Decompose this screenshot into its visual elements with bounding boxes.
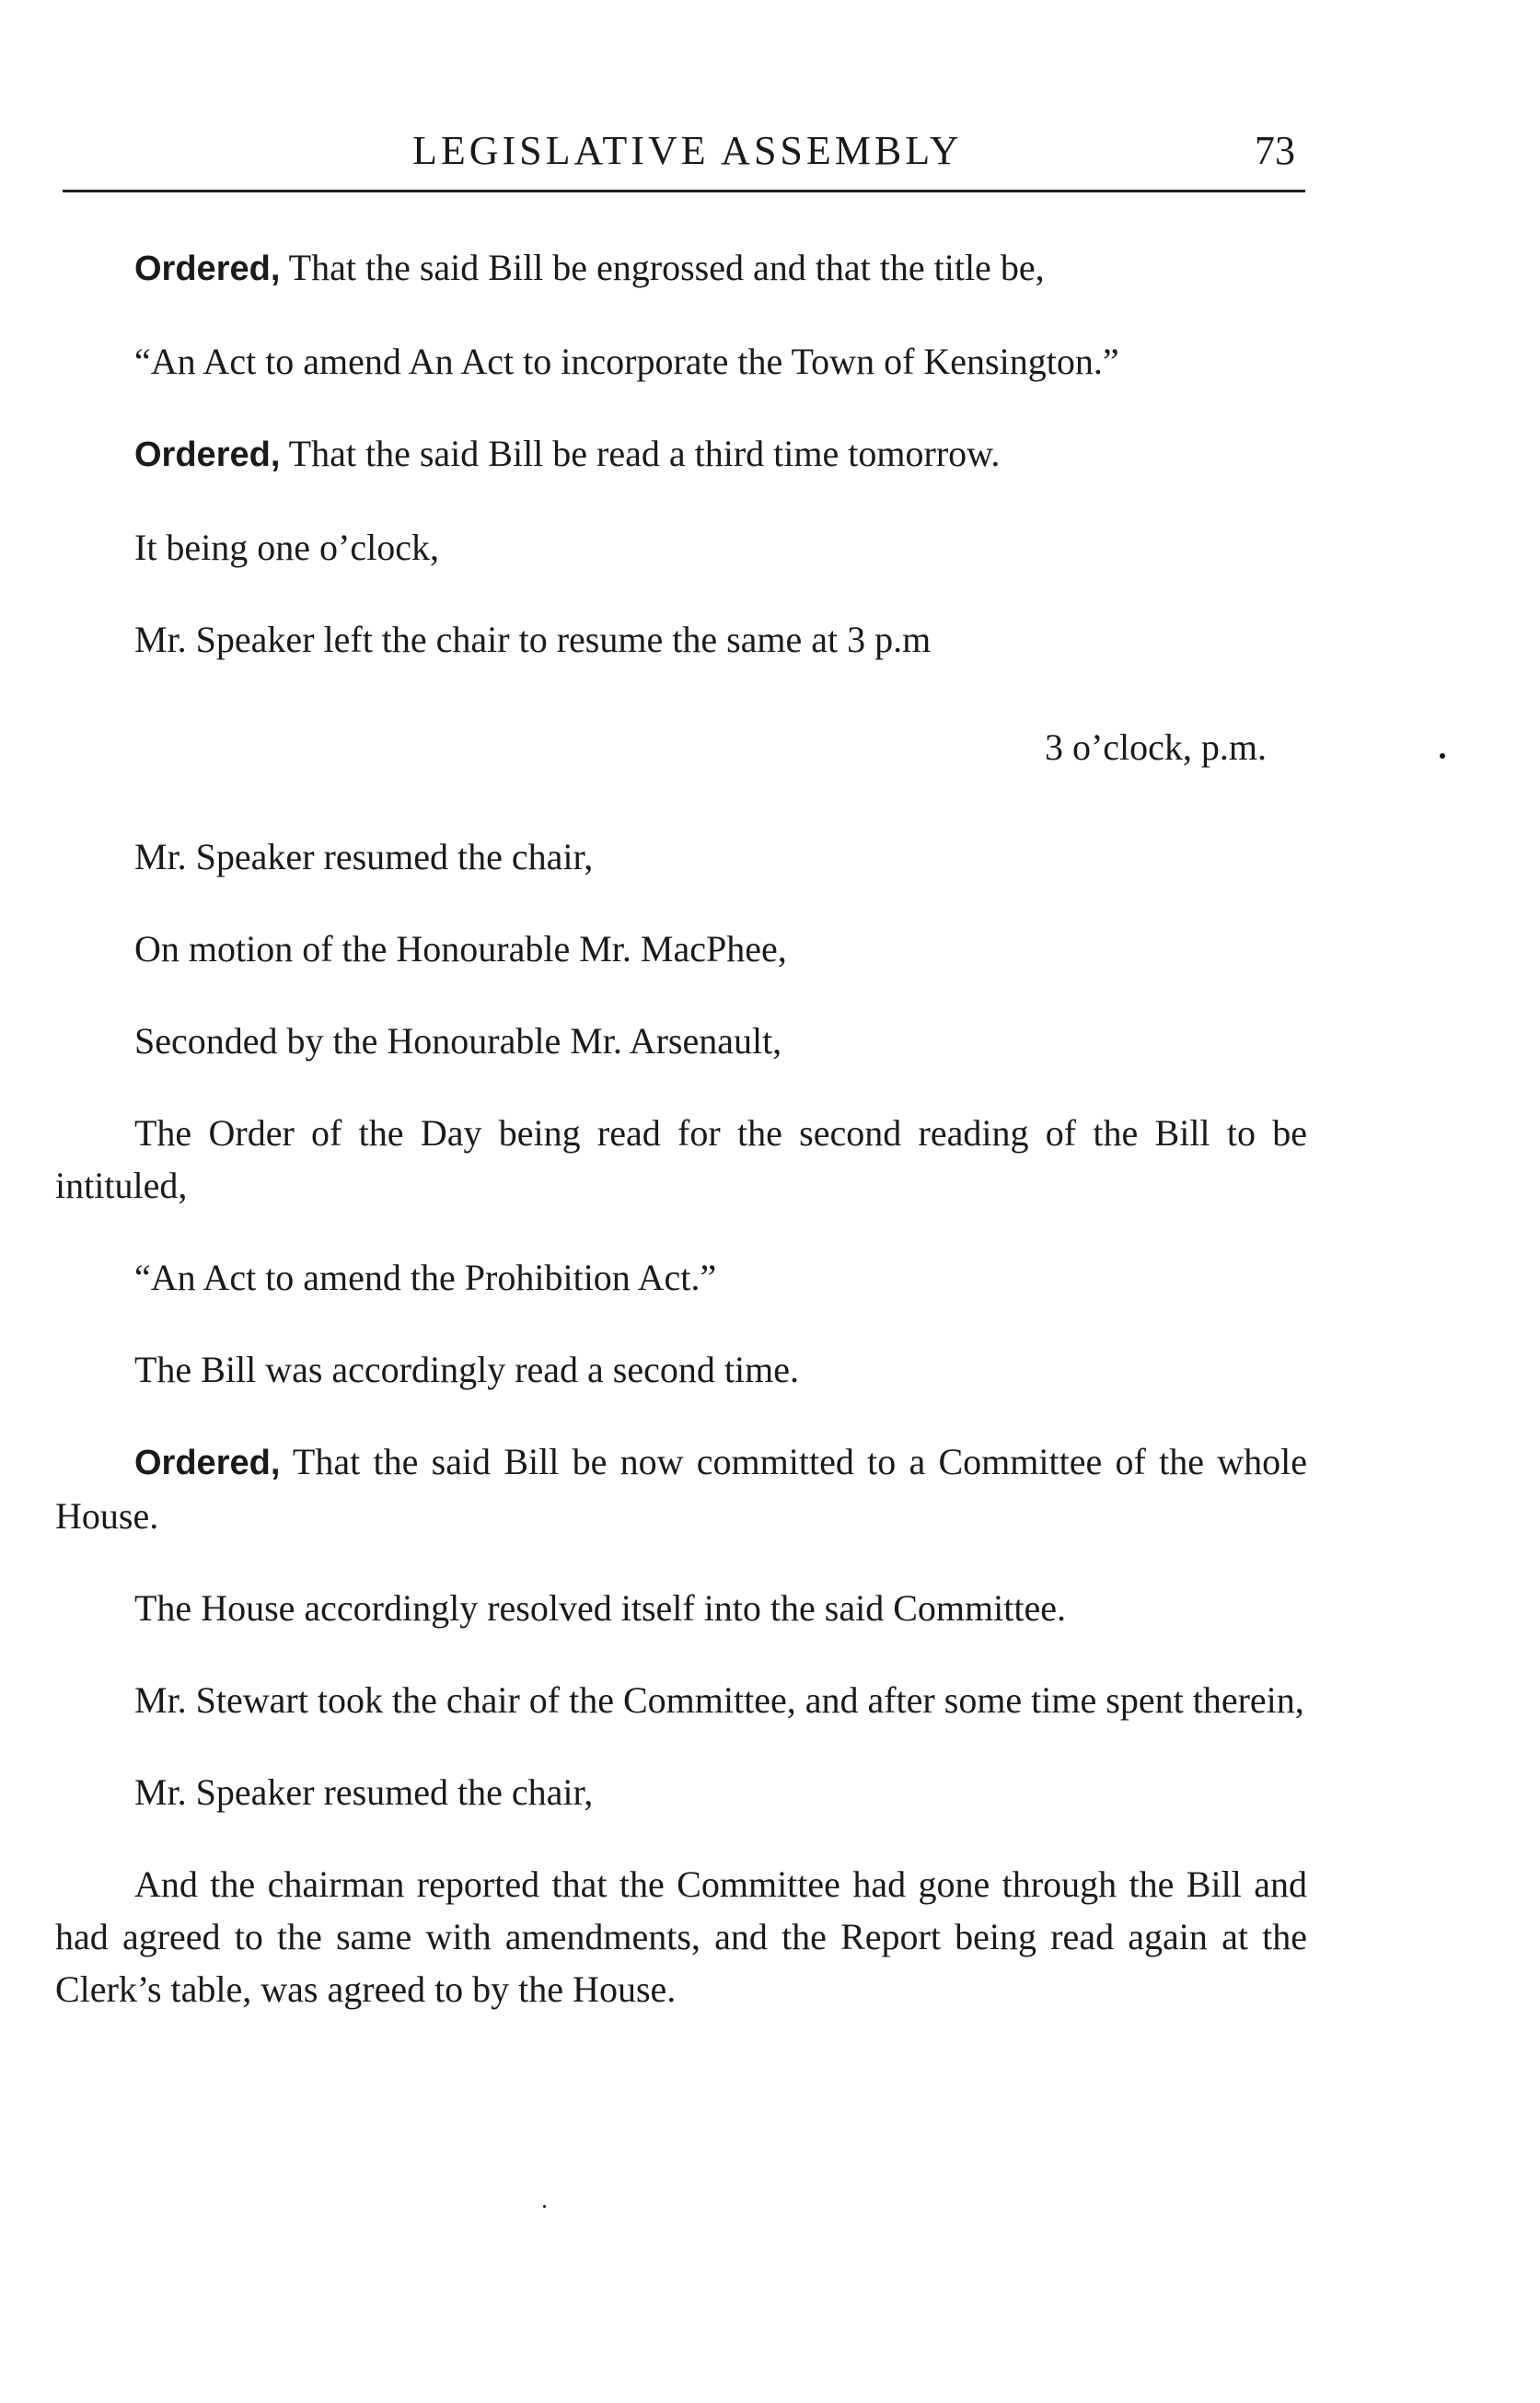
paragraph bbox=[55, 521, 1307, 574]
time-heading: 3 o’clock, p.m. bbox=[1044, 726, 1267, 768]
paragraph-text: Mr. Speaker resumed the chair, bbox=[134, 836, 594, 877]
paragraph-text: The Bill was accordingly read a second time. bbox=[134, 1349, 799, 1390]
paragraph bbox=[55, 613, 1307, 666]
paragraph-text: On motion of the Honourable Mr. MacPhee, bbox=[134, 928, 787, 969]
paragraph-text: And the chairman reported that the Committee had gone through the Bill and had agreed to the same with amendments, and the Report being read again at the Clerk’s table, was agreed to by the House. bbox=[55, 1863, 1307, 2010]
paragraph-text: Mr. Speaker left the chair to resume the same at 3 p.m bbox=[134, 619, 932, 660]
page-number: 73 bbox=[1255, 128, 1295, 173]
paragraph-text: It being one o’clock, bbox=[134, 527, 439, 568]
ordered-label: Ordered, bbox=[134, 250, 281, 288]
page-header bbox=[63, 120, 1305, 184]
paragraph bbox=[55, 1251, 1307, 1304]
paragraph-text: Mr. Stewart took the chair of the Committee, and after some time spent therein, bbox=[134, 1679, 1304, 1721]
paragraph bbox=[55, 1674, 1307, 1726]
paragraph-text: That the said Bill be engrossed and that the title be, bbox=[280, 247, 1045, 288]
body-text bbox=[55, 241, 1307, 2055]
paragraph-text: Mr. Speaker resumed the chair, bbox=[134, 1771, 594, 1813]
scan-speck bbox=[543, 2205, 546, 2208]
paragraph-text: “An Act to amend An Act to incorporate the Town of Kensington.” bbox=[134, 341, 1119, 382]
paragraph-text: “An Act to amend the Prohibition Act.” bbox=[134, 1257, 717, 1298]
paragraph bbox=[55, 1582, 1307, 1634]
paragraph-text: That the said Bill be now committed to a Committee of the whole House. bbox=[55, 1441, 1307, 1537]
paragraph bbox=[55, 1107, 1307, 1212]
ordered-label: Ordered, bbox=[134, 435, 281, 474]
paragraph bbox=[55, 335, 1307, 388]
running-title: LEGISLATIVE ASSEMBLY bbox=[412, 128, 963, 173]
paragraph bbox=[55, 241, 1307, 296]
scan-speck bbox=[1440, 753, 1445, 759]
paragraph bbox=[55, 923, 1307, 975]
header-rule bbox=[63, 190, 1305, 192]
paragraph bbox=[55, 427, 1307, 482]
paragraph bbox=[55, 1343, 1307, 1396]
paragraph-text: The Order of the Day being read for the second reading of the Bill to be intituled, bbox=[55, 1112, 1307, 1206]
paragraph bbox=[55, 830, 1307, 883]
ordered-label: Ordered, bbox=[134, 1444, 281, 1482]
paragraph-text: Seconded by the Honourable Mr. Arsenault, bbox=[134, 1020, 782, 1062]
paragraph bbox=[55, 1015, 1307, 1067]
paragraph bbox=[55, 1858, 1307, 2015]
paragraph-text: The House accordingly resolved itself into the said Committee. bbox=[134, 1587, 1066, 1629]
paragraph bbox=[55, 1435, 1307, 1542]
paragraph bbox=[55, 1766, 1307, 1818]
paragraph-text: That the said Bill be read a third time tomorrow. bbox=[280, 433, 1001, 474]
